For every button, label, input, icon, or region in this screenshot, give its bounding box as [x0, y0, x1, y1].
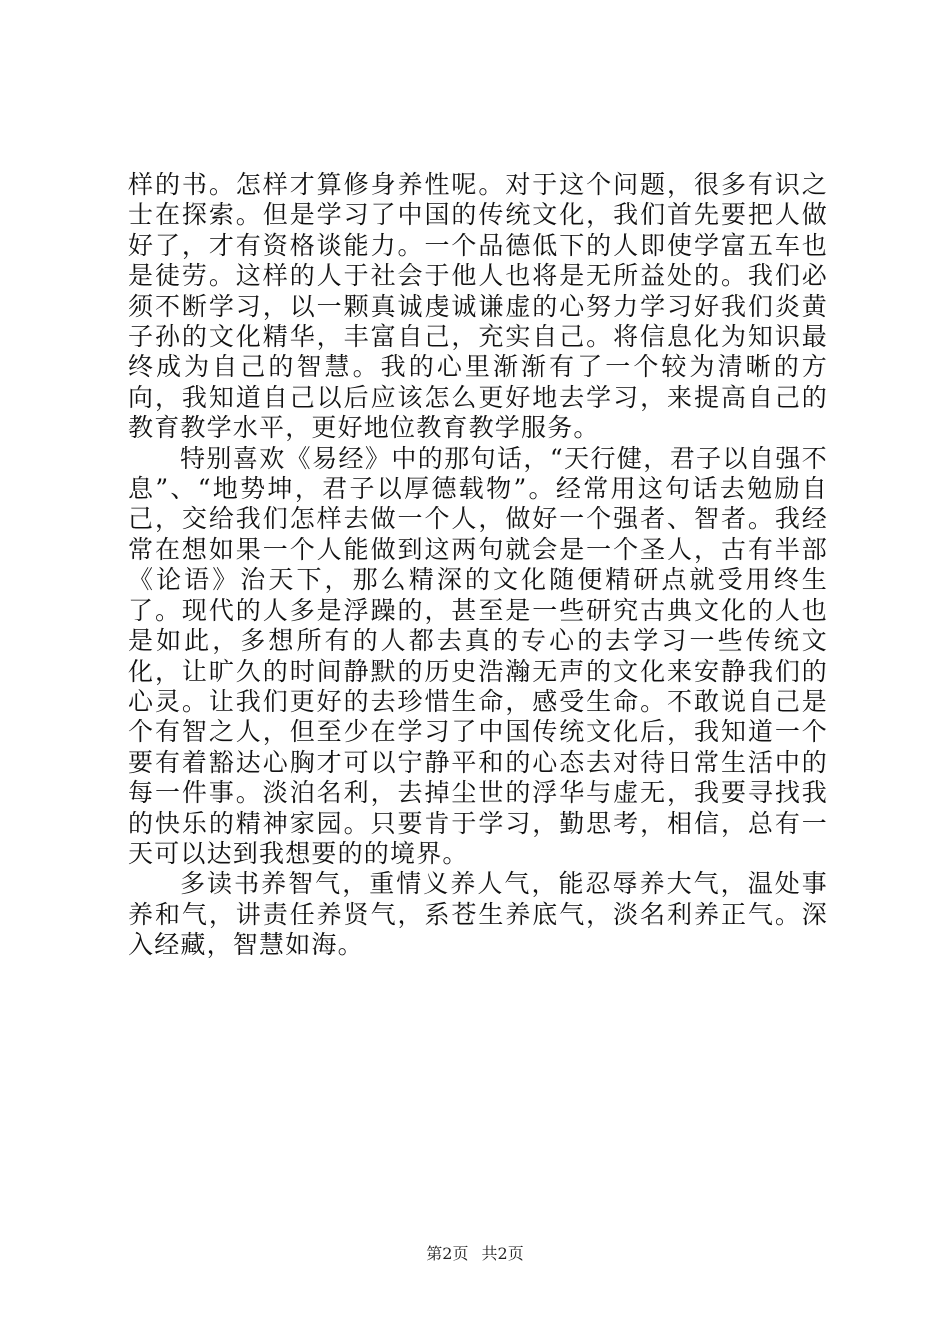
document-body — [128, 170, 828, 961]
page-footer — [0, 1244, 950, 1264]
paragraph-1: 样的书。怎样才算修身养性呢。对于这个问题，很多有识之士在探索。但是学习了中国的传统文化，我们首先要把人做好了，才有资格谈能力。一个品德低下的人即使学富五车也是徒劳。这样的人于社会于他人也将是无所益处的。我们必须不断学习，以一颗真诚虔诚谦虚的心努力学习好我们炎黄子孙的文化精华，丰富自己，充实自己。将信息化为知识最终成为自己的智慧。我的心里渐渐有了一个较为清晰的方向，我知道自己以后应该怎么更好地去学习，来提高自己的教育教学水平，更好地位教育教学服务。 — [128, 170, 828, 443]
page-total: 共2页 — [481, 1244, 524, 1263]
page-number: 第2页 — [426, 1244, 469, 1263]
paragraph-3: 多读书养智气，重情义养人气，能忍辱养大气，温处事养和气，讲责任养贤气，系苍生养底气，淡名利养正气。深入经藏，智慧如海。 — [128, 869, 828, 960]
paragraph-2: 特别喜欢《易经》中的那句话，“天行健，君子以自强不息”、“地势坤，君子以厚德载物”。经常用这句话去勉励自己，交给我们怎样去做一个人，做好一个强者、智者。我经常在想如果一个人能做到这两句就会是一个圣人，古有半部《论语》治天下，那么精深的文化随便精研点就受用终生了。现代的人多是浮躁的，甚至是一些研究古典文化的人也是如此，多想所有的人都去真的专心的去学习一些传统文化，让旷久的时间静默的历史浩瀚无声的文化来安静我们的心灵。让我们更好的去珍惜生命，感受生命。不敢说自己是个有智之人，但至少在学习了中国传统文化后，我知道一个要有着豁达心胸才可以宁静平和的心态去对待日常生活中的每一件事。淡泊名利，去掉尘世的浮华与虚无，我要寻找我的快乐的精神家园。只要肯于学习，勤思考，相信，总有一天可以达到我想要的的境界。 — [128, 443, 828, 868]
